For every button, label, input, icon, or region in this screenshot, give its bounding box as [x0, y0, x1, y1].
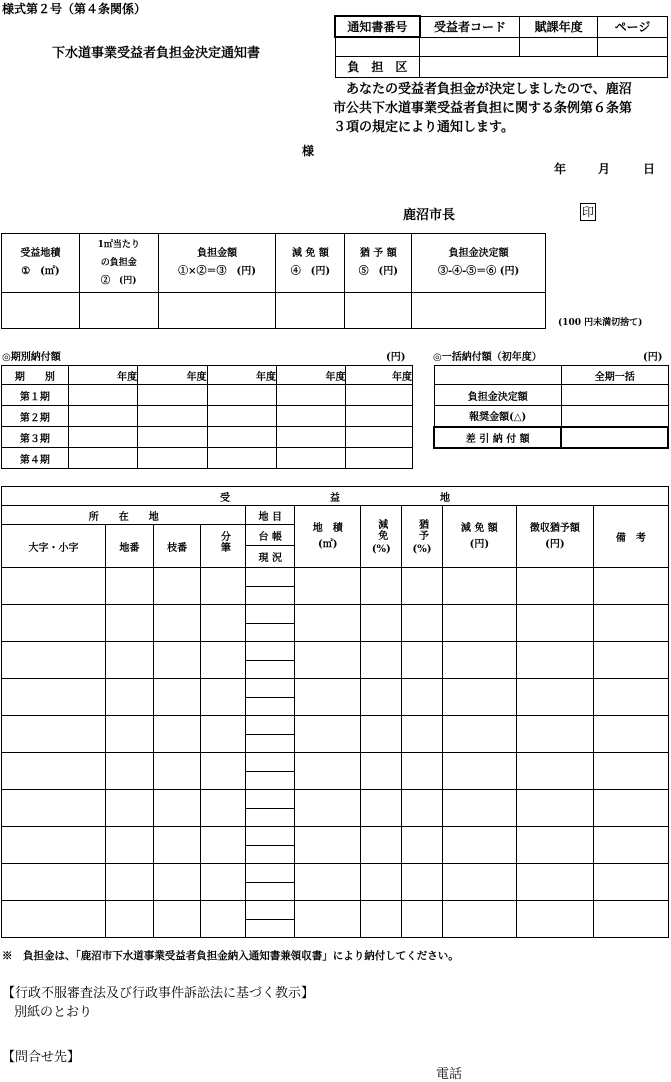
lump-sum-row-label: 負担金決定額	[434, 385, 561, 406]
page-header: ページ	[598, 16, 668, 37]
period-label: 第１期	[2, 385, 69, 406]
table-row	[2, 716, 669, 753]
deferral-pct-header: 猶予 (%)	[402, 506, 443, 568]
district-label: 負 担 区	[335, 56, 420, 77]
summary-table	[1, 233, 546, 329]
exemption-header: 減 免 額 ④ (円)	[276, 234, 345, 293]
appeal-title: 【行政不服審査法及び行政事件訴訟法に基づく教示】	[2, 986, 315, 1001]
table-row	[2, 605, 669, 642]
contact-title: 【問合せ先】	[2, 1050, 81, 1065]
deferral-header: 猶 予 額 ⑤ (円)	[345, 234, 412, 293]
decided-amount-cell[interactable]	[412, 293, 546, 329]
seal-mark: 印	[582, 205, 595, 219]
issuer-name: 鹿沼市長	[403, 208, 456, 223]
levy-year-cell[interactable]	[520, 37, 598, 56]
table-row	[2, 864, 669, 901]
year-header-5: 年度	[346, 366, 413, 385]
beneficiary-code-header: 受益者コード	[420, 16, 520, 37]
page-cell[interactable]	[598, 37, 668, 56]
district-cell[interactable]	[420, 56, 668, 77]
notice-header-table	[334, 15, 668, 78]
remarks-header: 備 考	[593, 506, 668, 568]
table-row	[2, 568, 669, 605]
notice-number-cell[interactable]	[335, 37, 420, 56]
beneficiary-code-cell[interactable]	[420, 37, 520, 56]
exemption-amount-header: 減 免 額 (円)	[442, 506, 516, 568]
edaban-header: 枝番	[153, 525, 201, 568]
area-header: 受益地積 ① (㎡)	[2, 234, 80, 293]
period-label: 第３期	[2, 427, 69, 448]
lump-sum-table	[433, 365, 669, 449]
oaza-header: 大字・小字	[2, 525, 106, 568]
levy-year-header: 賦課年度	[520, 16, 598, 37]
date-day: 日	[643, 162, 656, 176]
addressee-suffix: 様	[302, 144, 315, 158]
land-table	[1, 486, 669, 938]
chiban-header: 地番	[106, 525, 154, 568]
period-label: 第２期	[2, 406, 69, 427]
table-row	[2, 790, 669, 827]
date-month: 月	[598, 162, 611, 176]
period-label: 第４期	[2, 448, 69, 469]
notice-text: あなたの受益者負担金が決定しましたので、鹿沼 市公共下水道事業受益者負担に関する条例第６条第 ３項の規定により通知します。	[333, 82, 633, 135]
deferred-collection-header: 徴収猶予額 (円)	[516, 506, 593, 568]
lump-sum-unit: (円)	[643, 352, 663, 363]
ledger-category-header: 台 帳	[246, 525, 295, 546]
exemption-cell[interactable]	[276, 293, 345, 329]
installments-title: ◎期別納付額	[2, 352, 61, 363]
table-row	[2, 753, 669, 790]
land-group-header: 受 益 地	[2, 487, 669, 506]
table-row	[2, 901, 669, 938]
deferral-cell[interactable]	[345, 293, 412, 329]
land-category-header: 地 目	[246, 506, 295, 525]
appeal-text: 別紙のとおり	[14, 1005, 93, 1020]
unit-charge-cell[interactable]	[79, 293, 158, 329]
notice-number-header: 通知書番号	[335, 16, 420, 37]
unit-charge-header: 1㎡当たり の負担金 ② (円)	[79, 234, 158, 293]
year-header-3: 年度	[207, 366, 276, 385]
form-label: 様式第２号（第４条関係）	[2, 2, 147, 16]
table-row	[2, 642, 669, 679]
year-header-4: 年度	[277, 366, 346, 385]
lump-sum-column-header: 全期一括	[561, 366, 668, 385]
year-header-2: 年度	[138, 366, 207, 385]
lump-sum-row-label: 差 引 納 付 額	[434, 427, 561, 448]
installments-unit: (円)	[386, 352, 406, 363]
date-year: 年	[554, 162, 567, 176]
exemption-pct-header: 減免 (%)	[361, 506, 402, 568]
installments-table	[1, 365, 413, 469]
phone-label: 電話	[436, 1067, 463, 1082]
land-area-header: 地 積 (㎡)	[295, 506, 361, 568]
rounding-note: (100 円未満切捨て)	[558, 318, 643, 328]
table-row	[2, 679, 669, 716]
payment-footnote: ※ 負担金は、「鹿沼市下水道事業受益者負担金納入通知書兼領収書」により納付してください。	[2, 950, 459, 962]
table-row	[2, 827, 669, 864]
lump-sum-title: ◎一括納付額（初年度）	[433, 352, 542, 363]
bunpitsu-header: 分筆	[201, 525, 246, 568]
period-header: 期 別	[2, 366, 69, 385]
current-category-header: 現 況	[246, 546, 295, 568]
decided-amount-header: 負担金決定額 ③-④-⑤＝⑥ (円)	[412, 234, 546, 293]
location-header: 所 在 地	[2, 506, 246, 525]
charge-amount-cell[interactable]	[158, 293, 276, 329]
area-cell[interactable]	[2, 293, 80, 329]
charge-amount-header: 負担金額 ①×②＝③ (円)	[158, 234, 276, 293]
lump-sum-row-label: 報奨金額(△)	[434, 406, 561, 427]
year-header-1: 年度	[68, 366, 137, 385]
document-title: 下水道事業受益者負担金決定通知書	[52, 46, 261, 61]
